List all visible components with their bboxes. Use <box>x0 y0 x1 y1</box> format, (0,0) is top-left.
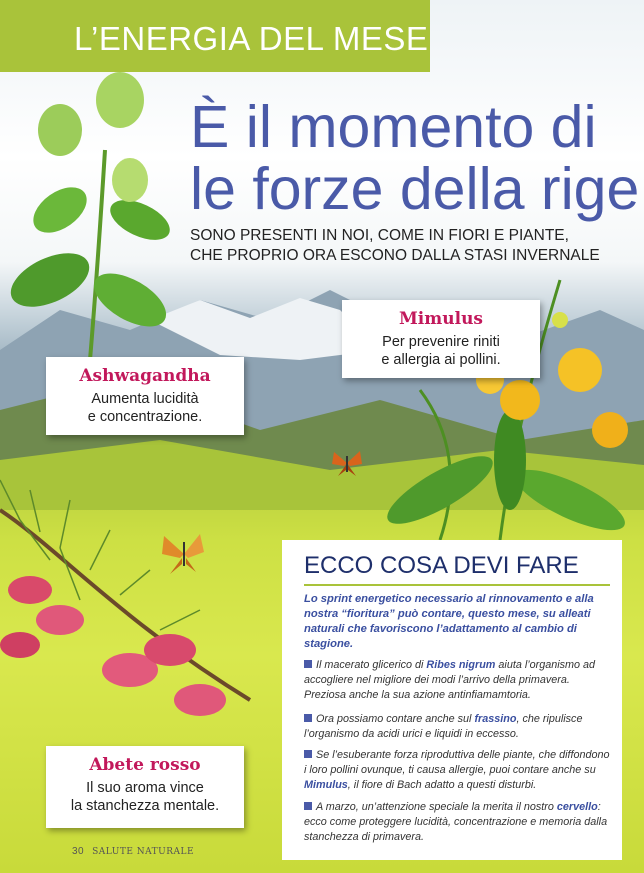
card-desc-line: e concentrazione. <box>87 409 203 425</box>
para-text: Il macerato glicerico di <box>316 659 427 671</box>
advice-box-title: ECCO COSA DEVI FARE <box>304 552 579 579</box>
square-bullet-icon <box>304 660 312 668</box>
para-text: : ecco come proteggere lucidità, concentrazione e memoria dalla stanchezza di primavera. <box>304 801 608 843</box>
card-plant-name: Ashwagandha <box>79 366 211 386</box>
title-line-2: le forze della rige <box>190 156 640 222</box>
para-text: aiuta l’organismo ad accogliere nel migliore dei modi l’arrivo della primavera. Preziosa anche la sua azione antinfiamamtoria. <box>304 659 596 701</box>
para-highlight: frassino <box>474 713 517 725</box>
magazine-name: SALUTE NATURALE <box>92 847 195 857</box>
para-text: , il fiore di Bach adatto a questi disturbi. <box>347 779 537 791</box>
para-highlight: cervello <box>556 801 598 813</box>
butterfly-icon <box>330 448 364 478</box>
para-text: Se l’esuberante forza riproduttiva delle piante, che diffondono i loro pollini ovunque, ti causa allergie, puoi contare anche su <box>304 749 610 776</box>
divider <box>304 584 610 586</box>
card-desc-line: la stanchezza mentale. <box>70 798 220 814</box>
para-text: , che ripulisce l’organismo da acidi urici e liquidi in eccesso. <box>304 713 583 740</box>
card-desc-line: Aumenta lucidità <box>91 391 199 407</box>
ashwagandha-card <box>46 357 244 435</box>
advice-intro: Lo sprint energetico necessario al rinnovamento e alla nostra “fioritura” può contare, questo mese, su alleati naturali che favoriscono l’adattamento al cambio di stagione. <box>304 593 594 650</box>
advice-paragraph <box>304 712 610 742</box>
card-desc-line: e allergia ai pollini. <box>381 352 501 368</box>
card-description <box>46 390 244 426</box>
square-bullet-icon <box>304 714 312 722</box>
para-highlight: Ribes nigrum <box>426 659 496 671</box>
square-bullet-icon <box>304 802 312 810</box>
page-title <box>190 96 639 220</box>
abete-rosso-branch-illustration <box>0 470 270 730</box>
abete-rosso-card <box>46 746 244 828</box>
card-desc-line: Il suo aroma vince <box>86 780 204 796</box>
green-plant-illustration <box>0 60 200 360</box>
subtitle-line-2: CHE PROPRIO ORA ESCONO DALLA STASI INVERNALE <box>190 247 600 264</box>
mimulus-card <box>342 300 540 378</box>
advice-paragraph <box>304 800 610 845</box>
para-text: A marzo, un’attenzione speciale la merita il nostro <box>316 801 557 813</box>
square-bullet-icon <box>304 750 312 758</box>
subtitle-line-1: SONO PRESENTI IN NOI, COME IN FIORI E PIANTE, <box>190 227 569 244</box>
card-plant-name: Abete rosso <box>89 755 201 775</box>
para-highlight: Mimulus <box>304 779 348 791</box>
page-number: 30 <box>72 846 85 857</box>
card-desc-line: Per prevenire riniti <box>382 334 500 350</box>
title-line-1: È il momento di <box>190 94 597 160</box>
advice-paragraph <box>304 748 610 793</box>
section-label: L’ENERGIA DEL MESE <box>74 20 429 57</box>
para-text: Ora possiamo contare anche sul <box>316 713 475 725</box>
advice-paragraph <box>304 658 610 703</box>
card-description <box>342 333 540 369</box>
advice-box <box>282 540 622 860</box>
card-plant-name: Mimulus <box>398 309 483 329</box>
page-footer <box>72 846 194 857</box>
card-description <box>46 779 244 815</box>
